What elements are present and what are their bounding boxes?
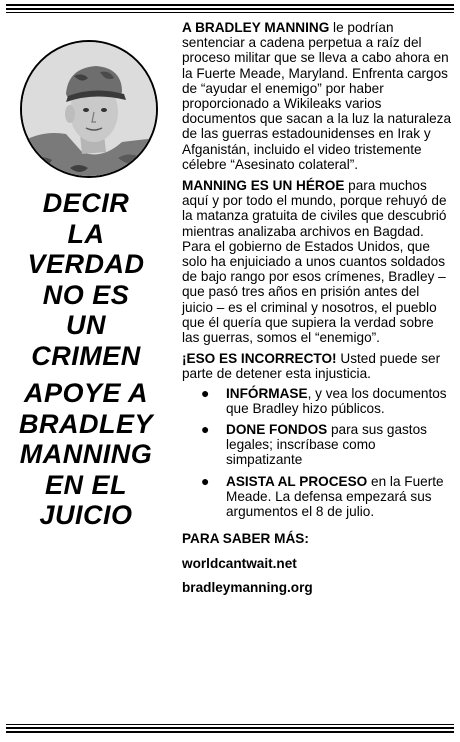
slogan-line: LA	[67, 218, 105, 249]
list-item-lead: ASISTA AL PROCESO	[226, 473, 368, 489]
action-list	[182, 386, 452, 520]
soldier-portrait	[20, 40, 158, 178]
list-item-lead: DONE FONDOS	[226, 422, 328, 438]
paragraph-intro	[182, 20, 452, 172]
website-link[interactable]: bradleymanning.org	[182, 579, 313, 595]
paragraph-call	[182, 351, 452, 381]
paragraph-hero	[182, 178, 452, 345]
list-item-text: , y vea los documentos que Bradley hizo públicos.	[226, 385, 447, 416]
slogan-headline	[0, 188, 172, 531]
top-border-rule	[6, 4, 454, 13]
paragraph-lead: ¡ESO ES INCORRECTO!	[182, 351, 337, 367]
paragraph-text: para muchos aquí y por todo el mundo, porque rehuyó de la matanza gratuita de civiles que descubrió mientras analizaba archivos en Bagdad. Para el gobierno de Estados Unidos, que solo ha enjuiciado a unos cuantos soldados de bajo rango por esos crímenes, Bradley –que pasó tres años en prisión antes del juicio – es el criminal y nosotros, el pueblo que él quería que supiera la verdad sobre las guerras, somos el “enemigo”.	[182, 178, 447, 346]
slogan-line: JUICIO	[39, 500, 133, 530]
slogan-line: UN	[66, 310, 106, 340]
more-info-section	[182, 531, 452, 595]
bullet-dot-icon: ●	[201, 384, 210, 401]
more-info-heading: PARA SABER MÁS:	[182, 531, 309, 547]
bullet-dot-icon: ●	[201, 421, 210, 438]
slogan-line: BRADLEY	[18, 408, 153, 439]
list-item	[201, 421, 452, 468]
slogan-line: MANNING	[19, 439, 153, 469]
paragraph-lead: MANNING ES UN HÉROE	[182, 178, 345, 194]
slogan-line: CRIMEN	[31, 340, 141, 371]
paragraph-text: le podrían sentenciar a cadena perpetua a raíz del proceso militar que se lleva a cabo ahora en la Fuerte Meade, Maryland. Enfrenta cargos de “ayudar el enemigo” por haber proporcionado a Wikileaks varios documentos que sacan a la luz la naturaleza de las guerras estadounidenses en Irak y Afganistán, incluido el video tristemente célebre “Asesinato colateral”.	[182, 20, 452, 172]
paragraph-text: Usted puede ser parte de detener esta injusticia.	[182, 351, 441, 382]
slogan-line: EN EL	[44, 469, 127, 500]
list-item-lead: INFÓRMASE	[226, 385, 308, 401]
body-column	[182, 20, 452, 604]
list-item	[201, 472, 452, 520]
bullet-dot-icon: ●	[201, 472, 210, 489]
paragraph-lead: A BRADLEY MANNING	[182, 20, 330, 35]
slogan-line: VERDAD	[27, 249, 145, 279]
website-link[interactable]: worldcantwait.net	[182, 555, 297, 571]
slogan-line: NO ES	[42, 279, 130, 310]
slogan-line: DECIR	[42, 188, 130, 218]
list-item	[201, 384, 452, 416]
list-item-text: para sus gastos legales; inscríbase como simpatizante	[226, 422, 427, 468]
list-item-text: en la Fuerte Meade. La defensa empezará sus argumentos el 8 de julio.	[226, 473, 444, 520]
bottom-border-rule	[6, 724, 454, 733]
slogan-line: APOYE A	[23, 378, 149, 408]
